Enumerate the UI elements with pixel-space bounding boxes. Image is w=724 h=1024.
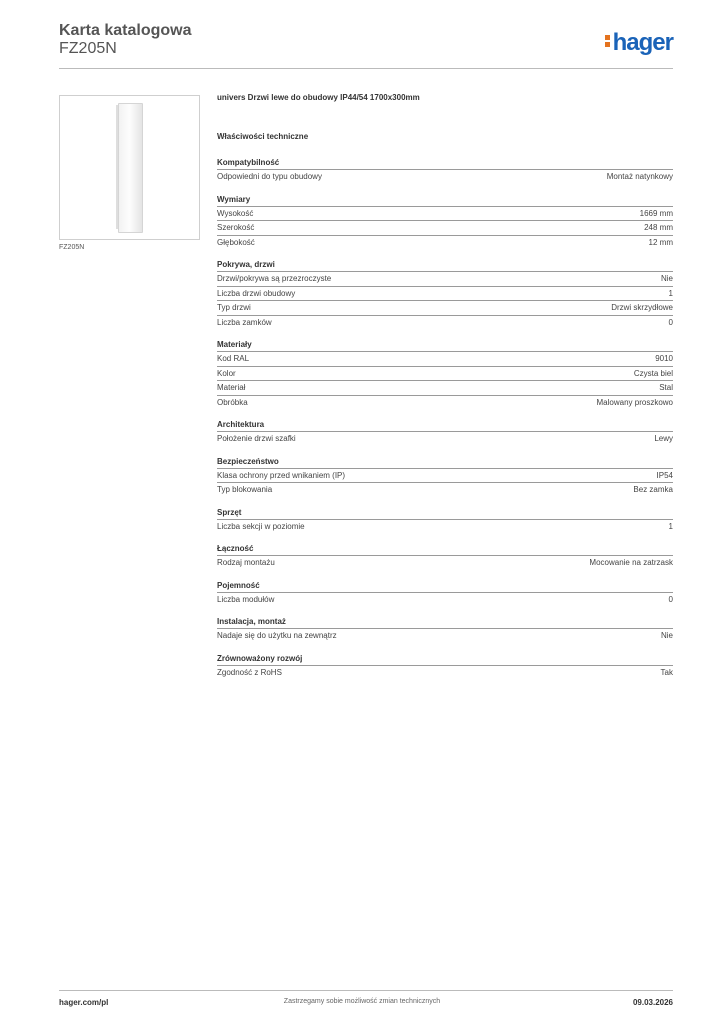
section-title: Architektura [217,420,265,429]
spec-label: Liczba zamków [217,317,272,327]
document-title: Karta katalogowa [59,22,192,39]
section-title: Kompatybilność [217,158,280,167]
spec-row [217,592,673,607]
spec-row [217,286,673,301]
spec-row [217,351,673,366]
product-name: univers Drzwi lewe do obudowy IP44/54 1700x300mm [217,93,420,102]
spec-row [217,235,673,250]
spec-value: Czysta biel [633,368,673,378]
spec-row [217,555,673,570]
spec-value: Montaż natynkowy [606,172,673,182]
spec-section [217,157,673,184]
spec-value: 12 mm [648,237,673,247]
spec-value: Drzwi skrzydłowe [611,303,673,313]
product-code: FZ205N [59,40,117,57]
spec-label: Głębokość [217,237,255,247]
section-title: Materiały [217,340,252,349]
spec-label: Materiał [217,383,246,393]
spec-section [217,507,673,534]
spec-section [217,653,673,680]
page-header [59,20,673,68]
spec-section [217,456,673,497]
spec-value: 0 [668,317,673,327]
logo-text: hager [612,29,673,56]
section-title: Instalacja, montaż [217,617,286,626]
spec-section [217,259,673,329]
spec-label: Odpowiedni do typu obudowy [217,172,322,182]
spec-section [217,580,673,607]
spec-row [217,468,673,483]
spec-value: 1 [668,521,673,531]
section-title: Pojemność [217,580,260,590]
header-divider [59,68,673,69]
spec-value: Bez zamka [633,485,673,495]
spec-label: Obróbka [217,397,248,407]
spec-row [217,431,673,446]
spec-label: Rodzaj montażu [217,558,275,568]
spec-value: 9010 [655,354,673,364]
spec-value: Lewy [654,434,673,444]
spec-value: Malowany proszkowo [596,397,673,407]
spec-row [217,366,673,381]
spec-value: Stal [659,383,673,393]
spec-label: Liczba sekcji w poziomie [217,521,305,531]
spec-label: Wysokość [217,208,254,218]
spec-value: Nie [660,274,673,284]
spec-row [217,271,673,286]
spec-sections [217,157,673,679]
spec-label: Kod RAL [217,354,250,364]
spec-value: 248 mm [644,223,673,233]
spec-label: Kolor [217,368,236,378]
spec-section [217,543,673,570]
technical-properties-title: Właściwości techniczne [217,132,309,141]
footer-website: hager.com/pl [59,998,109,1007]
section-title: Bezpieczeństwo [217,456,279,466]
spec-value: Mocowanie na zatrzask [589,558,673,568]
spec-row [217,315,673,330]
logo-dots-icon [605,33,611,49]
product-image [59,95,200,240]
spec-label: Położenie drzwi szafki [217,434,296,444]
spec-label: Typ drzwi [217,303,251,313]
spec-row [217,169,673,184]
spec-row [217,206,673,221]
spec-row [217,300,673,315]
section-title: Pokrywa, drzwi [217,260,275,269]
spec-value: 0 [668,594,673,604]
footer-date: 09.03.2026 [632,998,673,1007]
spec-row [217,665,673,680]
spec-row [217,482,673,497]
spec-section [217,419,673,446]
spec-label: Liczba drzwi obudowy [217,288,296,298]
spec-label: Klasa ochrony przed wnikaniem (IP) [217,470,346,480]
spec-value: Tak [660,667,673,677]
spec-section [217,194,673,250]
section-title: Zrównoważony rozwój [217,653,303,663]
spec-row [217,380,673,395]
spec-row [217,628,673,643]
section-title: Wymiary [217,194,251,204]
section-title: Łączność [217,544,254,553]
footer-divider [59,990,673,991]
spec-label: Zgodność z RoHS [217,667,282,677]
spec-label: Nadaje się do użytku na zewnątrz [217,631,337,641]
spec-value: Nie [660,631,673,641]
spec-value: IP54 [656,470,673,480]
spec-value: 1 [668,288,673,298]
spec-section [217,616,673,643]
product-image-caption: FZ205N [59,244,85,251]
spec-label: Typ blokowania [217,485,273,495]
spec-row [217,220,673,235]
spec-section [217,339,673,409]
spec-label: Szerokość [217,223,255,233]
spec-row [217,519,673,534]
spec-content [217,93,673,689]
spec-label: Drzwi/pokrywa są przezroczyste [217,274,332,284]
section-title: Sprzęt [217,507,242,517]
spec-row [217,395,673,410]
spec-value: 1669 mm [639,208,673,218]
spec-label: Liczba modułów [217,594,275,604]
door-panel-shape [118,103,143,233]
hager-logo [605,29,673,57]
footer-disclaimer: Zastrzegamy sobie możliwość zmian technicznych [283,998,441,1005]
